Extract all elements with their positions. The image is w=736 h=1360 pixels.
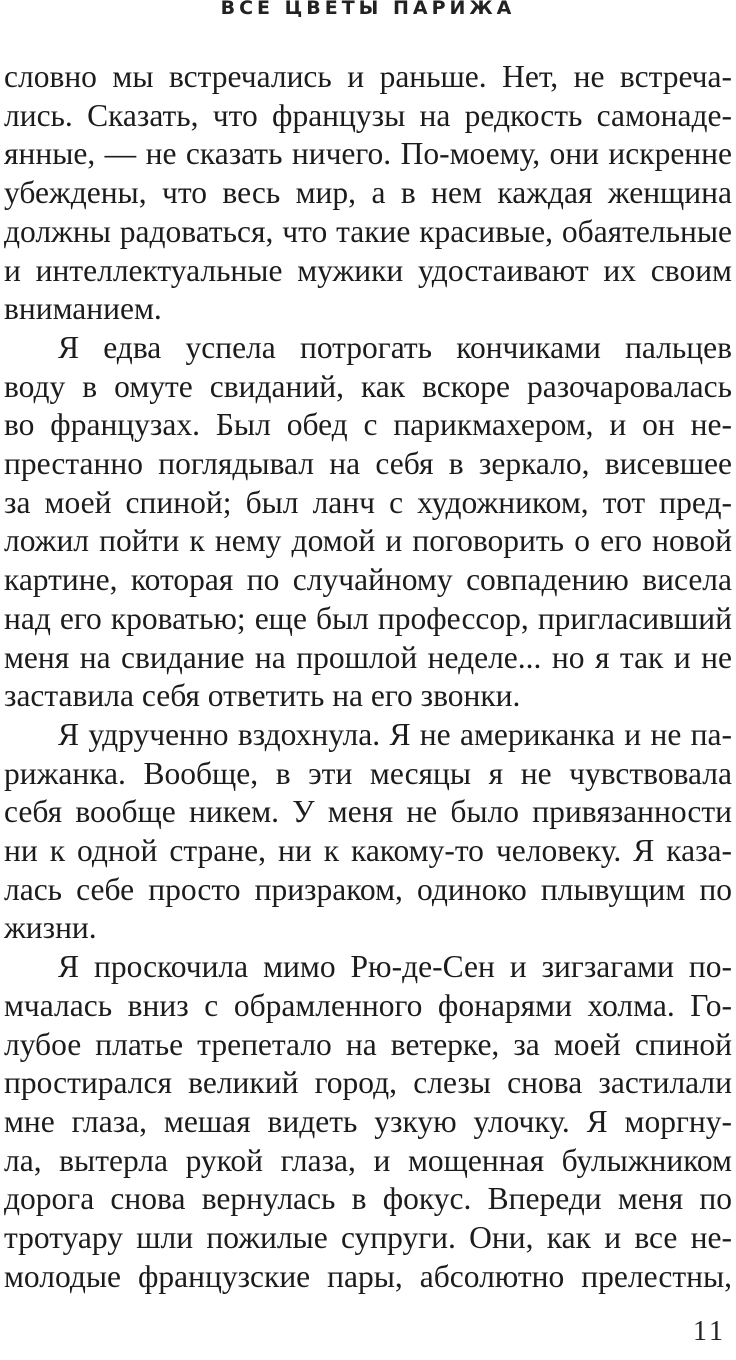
text-line: молодые французские пары, абсолютно прелестны,: [4, 1258, 732, 1294]
text-line: лась себе просто призраком, одиноко плывущим по: [4, 871, 732, 907]
text-line: жизни.: [4, 910, 97, 946]
text-line: убеждены, что весь мир, а в нем каждая женщина: [4, 175, 732, 211]
paragraph: [4, 716, 732, 948]
text-line: картине, которая по случайному совпадению висела: [4, 562, 732, 598]
text-line: мчалась вниз с обрамленного фонарями холма. Го-: [4, 987, 732, 1023]
text-line: заставила себя ответить на его звонки.: [4, 678, 521, 714]
text-line: Я едва успела потрогать кончиками пальцев: [58, 329, 732, 365]
paragraph: [4, 329, 732, 716]
text-line: Я проскочила мимо Рю-де-Сен и зигзагами по-: [58, 949, 732, 985]
text-line: тротуару шли пожилые супруги. Они, как и все не-: [4, 1220, 732, 1256]
text-line: во французах. Был обед с парикмахером, и он не-: [4, 407, 732, 443]
text-line: простирался великий город, слезы снова застилали: [4, 1065, 732, 1101]
text-line: лись. Сказать, что французы на редкость самонаде-: [4, 97, 732, 133]
text-line: ложил пойти к нему домой и поговорить о его новой: [4, 523, 732, 559]
text-line: словно мы встречались и раньше. Нет, не встреча-: [4, 59, 732, 94]
paragraph: [4, 58, 732, 329]
running-head: ВСЕ ЦВЕТЫ ПАРИЖА: [220, 0, 516, 19]
text-line: престанно поглядывал на себя в зеркало, висевшее: [4, 446, 732, 482]
text-line: над его кроватью; еще был профессор, пригласивший: [4, 600, 732, 636]
paragraph: [4, 948, 732, 1296]
text-line: и интеллектуальные мужики удостаивают их своим: [4, 252, 732, 288]
text-line: мне глаза, мешая видеть узкую улочку. Я моргну-: [4, 1103, 732, 1139]
text-line: дорога снова вернулась в фокус. Впереди меня по: [4, 1181, 732, 1217]
text-line: ла, вытерла рукой глаза, и мощенная булыжником: [4, 1142, 732, 1178]
text-line: должны радоваться, что такие красивые, обаятельные: [4, 213, 732, 249]
text-line: лубое платье трепетало на ветерке, за моей спиной: [4, 1026, 732, 1062]
text-line: воду в омуте свиданий, как вскоре разочаровалась: [4, 368, 732, 404]
text-line: ни к одной стране, ни к какому-то человеку. Я каза-: [4, 833, 732, 869]
text-line: себя вообще никем. У меня не было привязанности: [4, 794, 732, 830]
text-line: рижанка. Вообще, в эти месяцы я не чувствовала: [4, 755, 732, 791]
text-line: меня на свидание на прошлой неделе... но я так и не: [4, 639, 732, 675]
text-line: вниманием.: [4, 291, 162, 327]
body-text: [4, 58, 732, 1297]
page-number: 11: [693, 1316, 726, 1347]
text-line: янные, — не сказать ничего. По-моему, они искренне: [4, 136, 732, 172]
text-line: Я удрученно вздохнула. Я не американка и не па-: [58, 716, 732, 752]
text-line: за моей спиной; был ланч с художником, тот пред-: [4, 484, 732, 520]
